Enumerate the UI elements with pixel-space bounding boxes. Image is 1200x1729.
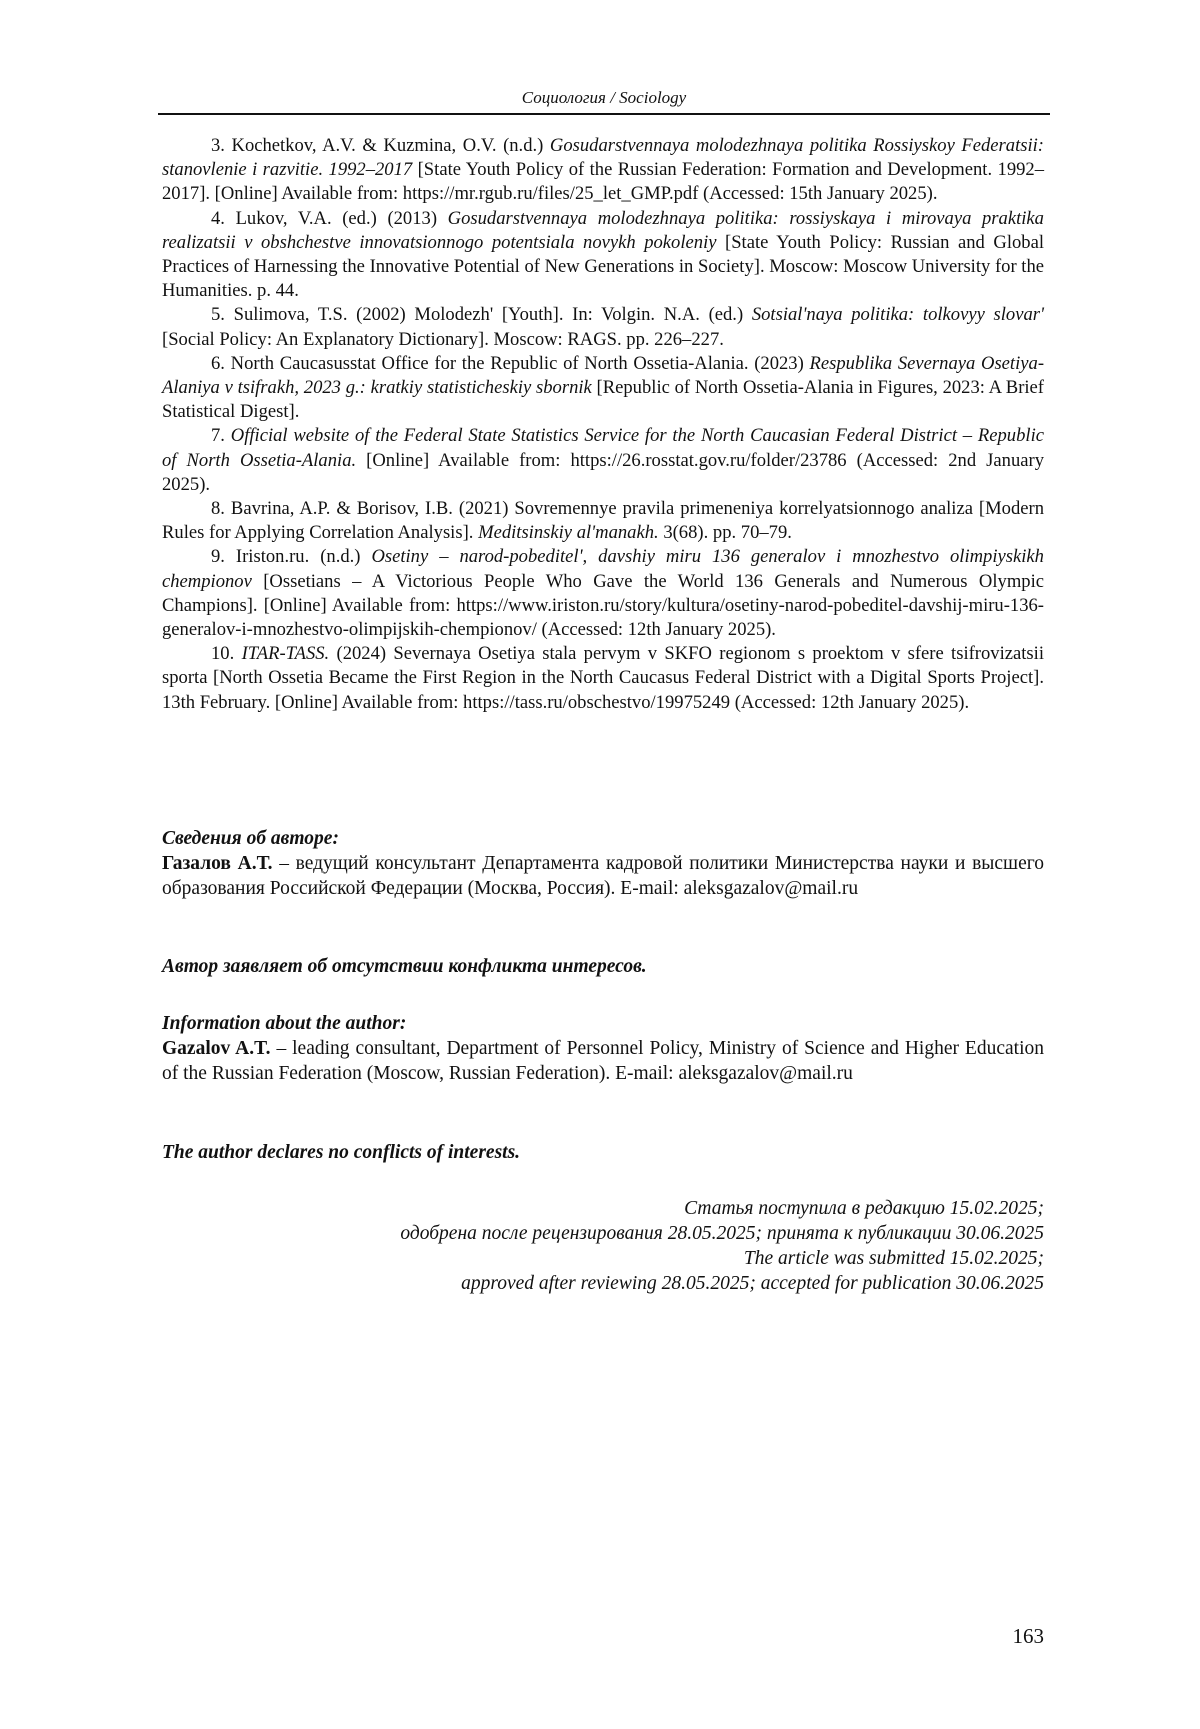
reference-item: 4. Lukov, V.A. (ed.) (2013) Gosudarstvennaya molodezhnaya politika: rossiyskaya i mirovaya praktika realizatsii v obshchestve innovatsionnogo potentsiala novykh pokoleniy [State Youth Policy: Russian and Global Practices of Harnessing the Innovative Potential of New Generations in Society]. Moscow: Moscow University for the Humanities. p. 44. bbox=[162, 207, 1044, 302]
conflict-statement-en: The author declares no conflicts of interests. bbox=[162, 1142, 521, 1163]
reference-item: 10. ITAR-TASS. (2024) Severnaya Osetiya stala pervym v SKFO regionom s proektom v sfere tsifrovizatsii sporta [North Ossetia Became the First Region in the North Caucasus Federal District with a Digital Sports Project]. 13th February. [Online] Available from: https://tass.ru/obschestvo/19975249 (Accessed: 12th January 2025). bbox=[162, 643, 1044, 713]
reference-item: 5. Sulimova, T.S. (2002) Molodezh' [Youth]. In: Volgin. N.A. (ed.) Sotsial'naya politika: tolkovyy slovar' [Social Policy: An Explanatory Dictionary]. Moscow: RAGS. pp. 226–227. bbox=[162, 304, 1044, 350]
author-info-en bbox=[162, 1011, 1044, 1086]
reference-item: 8. Bavrina, A.P. & Borisov, I.B. (2021) Sovremennye pravila primeneniya korrelyatsionnogo analiza [Modern Rules for Applying Correlation Analysis]. Meditsinskiy al'manakh. 3(68). pp. 70–79. bbox=[162, 498, 1044, 544]
header-rule bbox=[158, 113, 1050, 115]
reference-item: 9. Iriston.ru. (n.d.) Osetiny – narod-pobeditel', davshiy miru 136 generalov i mnozhestvo olimpiyskikh chempionov [Ossetians – A Victorious People Who Gave the World 136 Generals and Numerous Olympic Champions]. [Online] Available from: https://www.iriston.ru/story/kultura/osetiny-narod-pobeditel-davshij-miru-136-generalov-i-mnozhestvo-olimpijskih-chempionov/ (Accessed: 12th January 2025). bbox=[162, 546, 1044, 641]
reference-item: 7. Official website of the Federal State Statistics Service for the North Caucasian Federal District – Republic of North Ossetia-Alania. [Online] Available from: https://26.rosstat.gov.ru/folder/23786 (Accessed: 2nd January 2025). bbox=[162, 425, 1044, 495]
date-line: approved after reviewing 28.05.2025; accepted for publication 30.06.2025 bbox=[461, 1273, 1044, 1294]
page-number: 163 bbox=[1012, 1624, 1044, 1648]
reference-list bbox=[162, 134, 1044, 715]
date-line: The article was submitted 15.02.2025; bbox=[743, 1248, 1044, 1269]
running-header: Социология / Sociology bbox=[521, 88, 687, 107]
submission-dates bbox=[162, 1196, 1044, 1296]
conflict-statement-ru: Автор заявляет об отсутствии конфликта интересов. bbox=[162, 956, 647, 977]
author-text-ru: Газалов А.Т. – ведущий консультант Департамента кадровой политики Министерства науки и высшего образования Российской Федерации (Москва, Россия). E-mail: aleksgazalov@mail.ru bbox=[162, 853, 1044, 899]
reference-item: 6. North Caucasusstat Office for the Republic of North Ossetia-Alania. (2023) Respublika Severnaya Osetiya-Alaniya v tsifrakh, 2023 g.: kratkiy statisticheskiy sbornik [Republic of North Ossetia-Alania in Figures, 2023: A Brief Statistical Digest]. bbox=[162, 352, 1045, 423]
author-text-en: Gazalov A.T. – leading consultant, Department of Personnel Policy, Ministry of Science and Higher Education of the Russian Federation (Moscow, Russian Federation). E-mail: aleksgazalov@mail.ru bbox=[162, 1038, 1044, 1084]
date-line: одобрена после рецензирования 28.05.2025; принята к публикации 30.06.2025 bbox=[400, 1223, 1044, 1244]
reference-item: 3. Kochetkov, A.V. & Kuzmina, O.V. (n.d.) Gosudarstvennaya molodezhnaya politika Rossiyskoy Federatsii: stanovlenie i razvitie. 1992–2017 [State Youth Policy of the Russian Federation: Formation and Development. 1992–2017]. [Online] Available from: https://mr.rgub.ru/files/25_let_GMP.pdf (Accessed: 15th January 2025). bbox=[162, 135, 1045, 205]
author-heading-en: Information about the author: bbox=[162, 1013, 407, 1034]
date-line: Статья поступила в редакцию 15.02.2025; bbox=[684, 1198, 1044, 1219]
author-info-ru bbox=[162, 826, 1044, 901]
author-heading-ru: Сведения об авторе: bbox=[162, 828, 339, 849]
